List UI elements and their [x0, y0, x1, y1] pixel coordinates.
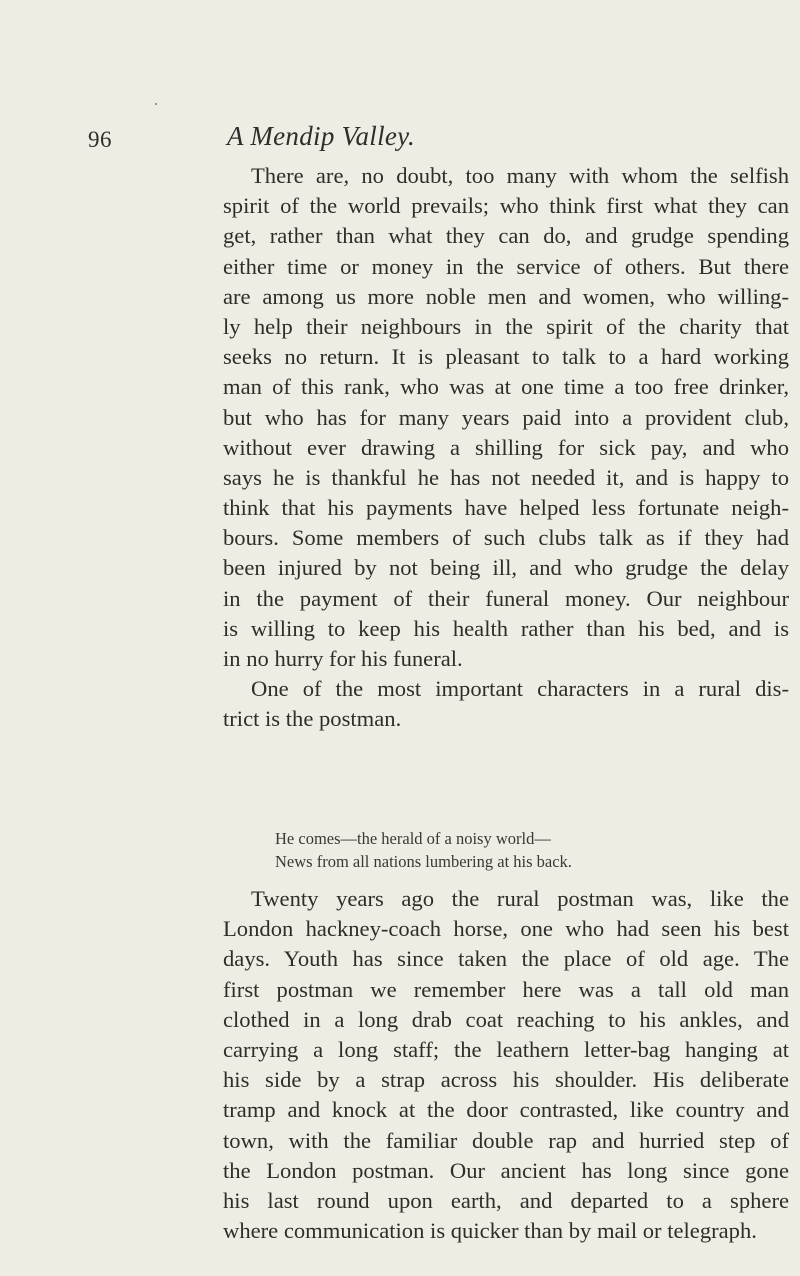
paragraph-2	[223, 674, 789, 734]
text-line: says he is thankful he has not needed it, and is happy to	[223, 464, 789, 490]
verse-line: News from all nations lumbering at his back.	[275, 852, 572, 871]
running-head	[88, 121, 788, 161]
text-line: London hackney-coach horse, one who had seen his best	[223, 916, 789, 942]
text-line: first postman we remember here was a tall old man	[223, 976, 789, 1002]
text-line: is willing to keep his health rather than his bed, and is	[223, 615, 789, 641]
paragraph-3	[223, 884, 789, 1246]
text-line: One of the most important characters in a rural dis-	[251, 676, 789, 702]
page-number: 96	[88, 127, 112, 152]
text-line: town, with the familiar double rap and hurried step of	[223, 1127, 789, 1153]
verse-line: He comes—the herald of a noisy world—	[275, 829, 551, 848]
text-line: where communication is quicker than by mail or telegraph.	[223, 1218, 757, 1244]
text-line: carrying a long staff; the leathern letter-bag hanging at	[223, 1036, 789, 1062]
text-line: the London postman. Our ancient has long since gone	[223, 1157, 789, 1183]
text-line: ly help their neighbours in the spirit of the charity that	[223, 313, 789, 339]
text-line: in no hurry for his funeral.	[223, 646, 463, 671]
text-line: think that his payments have helped less fortunate neigh-	[223, 495, 789, 521]
text-line: seeks no return. It is pleasant to talk to a hard working	[223, 344, 789, 370]
text-line: been injured by not being ill, and who grudge the delay	[223, 555, 789, 581]
paragraph-1	[223, 161, 789, 674]
body-text-upper	[223, 161, 789, 735]
text-line: either time or money in the service of others. But there	[223, 253, 789, 279]
text-line: get, rather than what they can do, and grudge spending	[223, 223, 789, 249]
text-line: bours. Some members of such clubs talk as if they had	[223, 525, 789, 551]
text-line: trict is the postman.	[223, 706, 402, 732]
text-line: tramp and knock at the door contrasted, like country and	[223, 1097, 789, 1123]
text-line: without ever drawing a shilling for sick pay, and who	[223, 434, 789, 460]
text-line: Twenty years ago the rural postman was, like the	[251, 886, 789, 911]
text-line: but who has for many years paid into a provident club,	[223, 404, 789, 430]
print-speck	[155, 103, 157, 105]
text-line: in the payment of their funeral money. Our neighbour	[223, 585, 789, 611]
text-line: his side by a strap across his shoulder. His deliberate	[223, 1067, 789, 1093]
text-line: man of this rank, who was at one time a too free drinker,	[223, 374, 789, 400]
verse-quotation	[275, 827, 572, 873]
text-line: clothed in a long drab coat reaching to his ankles, and	[223, 1006, 789, 1032]
text-line: There are, no doubt, too many with whom the selfish	[251, 163, 789, 188]
text-line: his last round upon earth, and departed to a sphere	[223, 1187, 789, 1213]
text-line: days. Youth has since taken the place of old age. The	[223, 946, 789, 972]
body-text-lower	[223, 884, 789, 1246]
running-title: A Mendip Valley.	[227, 121, 416, 151]
text-line: are among us more noble men and women, who willing-	[223, 283, 789, 309]
text-line: spirit of the world prevails; who think first what they can	[223, 193, 789, 219]
